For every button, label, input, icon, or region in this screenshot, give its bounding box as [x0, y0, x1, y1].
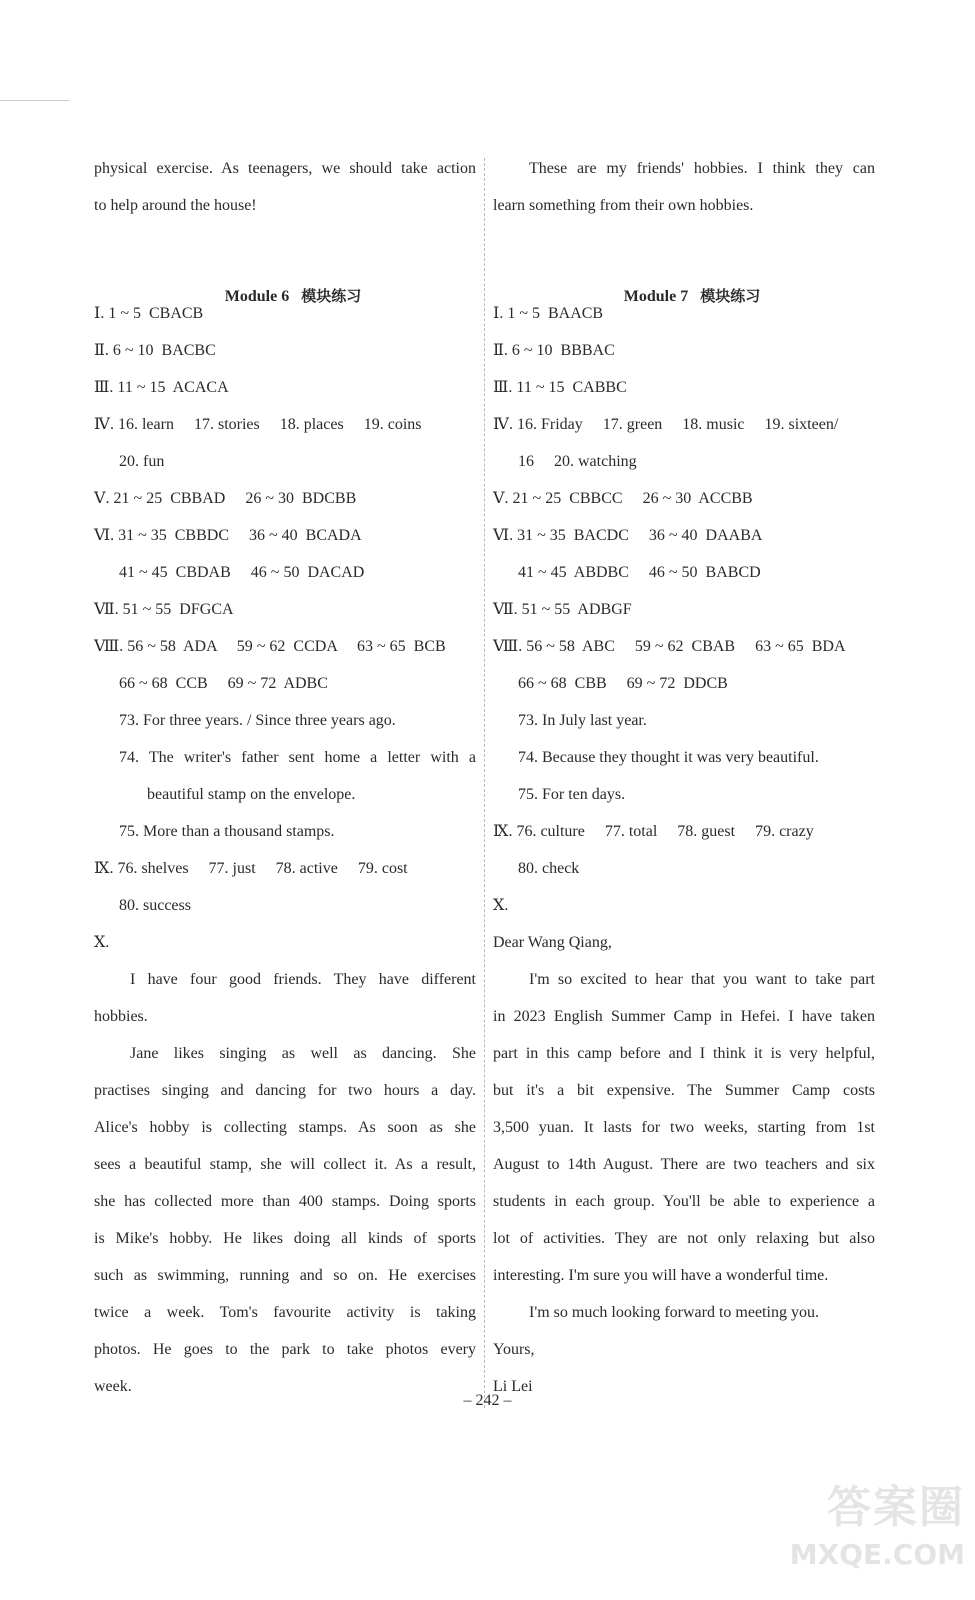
column-divider — [484, 158, 485, 1408]
left-column — [94, 150, 476, 1405]
answer-line: 16 20. watching — [518, 453, 637, 470]
right-column — [493, 150, 875, 1405]
answer-line: beautiful stamp on the envelope. — [147, 786, 356, 803]
answer-line: 66 ~ 68 CBB 69 ~ 72 DDCB — [518, 675, 728, 692]
answer-line: Ⅴ. 21 ~ 25 CBBCC 26 ~ 30 ACCBB — [493, 490, 753, 507]
answer-line: 73. For three years. / Since three years ago. — [119, 712, 396, 729]
answer-line: 74. Because they thought it was very beautiful. — [518, 749, 819, 766]
answer-line: Ⅲ. 11 ~ 15 ACACA — [94, 379, 229, 396]
text-line: physical exercise. As teenagers, we should take action — [94, 160, 476, 177]
letter-line: students in each group. You'll be able to experience a — [493, 1193, 875, 1210]
essay-line: is Mike's hobby. He likes doing all kinds of sports — [94, 1230, 476, 1247]
essay-line: sees a beautiful stamp, she will collect it. As a result, — [94, 1156, 476, 1173]
letter-line: part in this camp before and I think it is very helpful, — [493, 1045, 875, 1062]
answer-line: Ⅷ. 56 ~ 58 ADA 59 ~ 62 CCDA 63 ~ 65 BCB — [94, 638, 446, 655]
answer-line: 20. fun — [119, 453, 165, 470]
answer-line: Ⅸ. 76. culture 77. total 78. guest 79. crazy — [493, 823, 814, 840]
watermark-en: MXQE.COM — [789, 1538, 965, 1571]
letter-line: August to 14th August. There are two teachers and six — [493, 1156, 875, 1173]
module-title: Module 7 — [623, 288, 689, 305]
section-label: Ⅹ. — [94, 934, 110, 951]
answer-line: Ⅴ. 21 ~ 25 CBBAD 26 ~ 30 BDCBB — [94, 490, 357, 507]
text-line: learn something from their own hobbies. — [493, 197, 754, 214]
answer-line: Ⅳ. 16. Friday 17. green 18. music 19. sixteen/ — [493, 416, 839, 433]
answer-line: 66 ~ 68 CCB 69 ~ 72 ADBC — [119, 675, 328, 692]
letter-line: I'm so much looking forward to meeting you. — [529, 1304, 819, 1321]
essay-line: she has collected more than 400 stamps. Doing sports — [94, 1193, 476, 1210]
answer-line: Ⅳ. 16. learn 17. stories 18. places 19. coins — [94, 416, 422, 433]
module-subtitle: 模块练习 — [700, 287, 761, 305]
letter-line: Li Lei — [493, 1378, 533, 1395]
answer-line: Ⅶ. 51 ~ 55 DFGCA — [94, 601, 234, 618]
essay-line: Jane likes singing as well as dancing. She — [130, 1045, 476, 1062]
answer-line: 41 ~ 45 ABDBC 46 ~ 50 BABCD — [518, 564, 761, 581]
module-title: Module 6 — [224, 288, 290, 305]
answer-line: Ⅰ. 1 ~ 5 BAACB — [493, 305, 604, 322]
text-line: to help around the house! — [94, 197, 257, 214]
answer-line: Ⅲ. 11 ~ 15 CABBC — [493, 379, 627, 396]
answer-line: Ⅰ. 1 ~ 5 CBACB — [94, 305, 204, 322]
module-heading — [493, 241, 875, 305]
essay-line: photos. He goes to the park to take photos every — [94, 1341, 476, 1358]
top-rule — [0, 100, 70, 101]
letter-line: in 2023 English Summer Camp in Hefei. I have taken — [493, 1008, 875, 1025]
module-subtitle: 模块练习 — [301, 287, 362, 305]
essay-line: Alice's hobby is collecting stamps. As soon as she — [94, 1119, 476, 1136]
answer-line: Ⅷ. 56 ~ 58 ABC 59 ~ 62 CBAB 63 ~ 65 BDA — [493, 638, 846, 655]
letter-line: interesting. I'm sure you will have a wonderful time. — [493, 1267, 829, 1284]
page-number: – 242 – — [463, 1392, 512, 1409]
answer-line: Ⅱ. 6 ~ 10 BACBC — [94, 342, 216, 359]
essay-line: practises singing and dancing for two hours a day. — [94, 1082, 476, 1099]
essay-line: week. — [94, 1378, 132, 1395]
letter-line: I'm so excited to hear that you want to take part — [529, 971, 875, 988]
answer-line: 75. More than a thousand stamps. — [119, 823, 335, 840]
answer-line: Ⅶ. 51 ~ 55 ADBGF — [493, 601, 632, 618]
answer-line: Ⅸ. 76. shelves 77. just 78. active 79. cost — [94, 860, 408, 877]
answer-line: 41 ~ 45 CBDAB 46 ~ 50 DACAD — [119, 564, 365, 581]
answer-line: Ⅵ. 31 ~ 35 CBBDC 36 ~ 40 BCADA — [94, 527, 362, 544]
answer-line: 75. For ten days. — [518, 786, 626, 803]
answer-line: 73. In July last year. — [518, 712, 647, 729]
watermark-logo — [777, 1478, 965, 1588]
section-label: Ⅹ. — [493, 897, 509, 914]
essay-line: I have four good friends. They have different — [130, 971, 476, 988]
letter-line: but it's a bit expensive. The Summer Camp costs — [493, 1082, 875, 1099]
watermark-cn: 答案圈 — [827, 1482, 965, 1533]
module-heading — [94, 241, 476, 305]
letter-line: lot of activities. They are not only relaxing but also — [493, 1230, 875, 1247]
letter-line: Dear Wang Qiang, — [493, 934, 612, 951]
answer-line: Ⅱ. 6 ~ 10 BBBAC — [493, 342, 615, 359]
essay-line: hobbies. — [94, 1008, 148, 1025]
letter-line: Yours, — [493, 1341, 535, 1358]
letter-line: 3,500 yuan. It lasts for two weeks, starting from 1st — [493, 1119, 875, 1136]
answer-line: Ⅵ. 31 ~ 35 BACDC 36 ~ 40 DAABA — [493, 527, 763, 544]
essay-line: such as swimming, running and so on. He exercises — [94, 1267, 476, 1284]
text-line: These are my friends' hobbies. I think they can — [529, 160, 875, 177]
answer-line: 80. check — [518, 860, 580, 877]
essay-line: twice a week. Tom's favourite activity is taking — [94, 1304, 476, 1321]
answer-line: 74. The writer's father sent home a letter with a — [119, 749, 476, 766]
answer-line: 80. success — [119, 897, 191, 914]
